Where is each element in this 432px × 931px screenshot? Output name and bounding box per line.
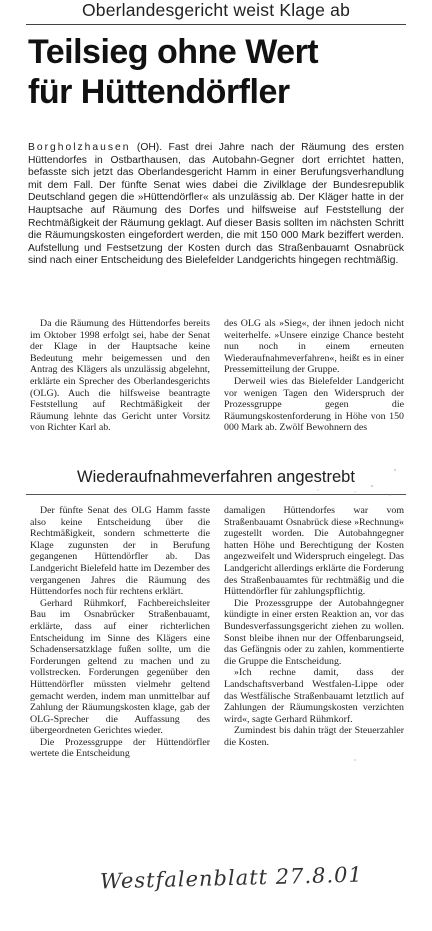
kicker: Oberlandesgericht weist Klage ab xyxy=(81,0,351,20)
subheadline: Wiederaufnahmeverfahren angestrebt xyxy=(77,468,355,486)
headline xyxy=(28,32,408,112)
dateline: Borgholzhausen xyxy=(28,142,131,153)
headline-line-2: für Hüttendörfler xyxy=(28,73,290,111)
lead-text: (OH). Fast drei Jahre nach der Räumung des ersten Hüttendorfes in Ostbarthausen, das Autobahn-Gegner dort errichtet hatten, befasste sich jetzt das Oberlandesgericht Hamm in einer Berufungsverhandlung mit dem Fall. Der fünfte Senat wies dabei die Zivilklage der Bundesrepublik Deutschland gegen die »Hüttendörfler« als unzulässig ab. Der Kläger hatte in der Hauptsache auf Räumung des Dorfes und hilfsweise auf Feststellung der Rechtmäßigkeit der Räumung geklagt. Auf dieser Basis sollten im nächsten Schritt die Räumungskosten eingefordert werden, die mit 150 000 Mark beziffert werden. Aufstellung und Festsetzung der Kosten durch das Straßenbauamt Osnabrück sind nach einer Entscheidung des Bielefelder Landgerichts hingegen rechtmäßig. xyxy=(28,142,404,267)
handwritten-source-note: Westfalenblatt 27.8.01 xyxy=(99,862,364,894)
paragraph: Zumindest bis dahin trägt der Steuerzahler die Kosten. xyxy=(224,725,404,748)
paragraph: Gerhard Rühmkorf, Fachbereichsleiter Bau im Osnabrücker Straßenbauamt, erklärte, dass auf einer richterlichen Entscheidung im Sinne des Klägers eine Schadensersatzklage fußen sollte, um die Forderungen geltend zu machen und zu vollstrecken. Forderungen gegenüber den Hüttendörfler müssten vielmehr geltend gemacht werden, indem man unmittelbar auf Zahlung der Räumungskosten klage, gab der OLG-Sprecher die Auffassung des übergeordneten Gerichtes wieder. xyxy=(30,597,210,737)
paragraph: damaligen Hüttendorfes war vom Straßenbauamt Osnabrück diese »Rechnung« zugestellt worden. Die Autobahngegner hatten Höhe und Berechtigung der Kosten angezweifelt und Widerspruch eingelegt. Das Landgericht allerdings erklärte die Forderung des Straßenbauamtes für rechtmäßig und die Hüttendörfler für zahlungspflichtig. xyxy=(224,505,404,598)
paragraph: Die Prozessgruppe der Autobahngegner kündigte in einer ersten Reaktion an, vor das Bundesverfassungsgericht ziehen zu wollen. Sonst bleibe ihnen nur der Offenbarungseid, das Gefängnis oder zu zahlen, kommentierte die Gruppe die Entscheidung. xyxy=(224,597,404,667)
paragraph: des OLG als »Sieg«, der ihnen jedoch nicht weiterhelfe. »Unsere einzige Chance besteht nun noch in einem erneuten Wiederaufnahmeverfahren«, heißt es in einer Pressemitteilung der Gruppe. xyxy=(224,318,404,376)
section1-column-right xyxy=(224,318,404,434)
paragraph: Da die Räumung des Hüttendorfes bereits im Oktober 1998 erfolgt sei, habe der Senat der Klage in der Hauptsache keine Bedeutung mehr beigemessen und den Antrag des Klägers als unzulässig abgelehnt, erklärte ein Sprecher des Oberlandesgerichts (OLG). Auch die hilfsweise beantragte Feststellung auf Rechtmäßigkeit der Räumung lehnte das Gericht unter Vorsitz von Richter Karl ab. xyxy=(30,318,210,434)
paragraph: Die Prozessgruppe der Hüttendörfler wertete die Entscheidung xyxy=(30,736,210,760)
paragraph: »Ich rechne damit, dass der Landschaftsverband Westfalen-Lippe oder das Westfälische Straßenbauamt letztlich auf Zahlungen der Räumungskosten verzichten wird«, sagte Gerhard Rühmkorf. xyxy=(224,667,404,725)
top-rule xyxy=(26,24,406,25)
section2-column-right xyxy=(224,505,404,748)
section2-column-left xyxy=(30,505,210,760)
headline-line-1: Teilsieg ohne Wert xyxy=(28,33,319,71)
lead-paragraph xyxy=(28,142,404,268)
paragraph: Der fünfte Senat des OLG Hamm fasste also keine Entscheidung über die Rechtmäßigkeit, sondern schmetterte die Klage zugunsten der in Berufung gegangenen Hüttendörfler ab. Das Landgericht Bielefeld hatte im Dezember des vergangenen Jahres die Räumung des Hüttendorfes noch für rechtens erklärt. xyxy=(30,505,210,598)
newspaper-clipping xyxy=(24,0,408,931)
section1-column-left xyxy=(30,318,210,434)
subheadline-rule xyxy=(26,494,406,495)
paragraph: Derweil wies das Bielefelder Landgericht vor wenigen Tagen den Widerspruch der Prozessgruppe gegen die Räumungskostenforderung in Höhe von 150 000 Mark ab. Zwölf Bewohnern des xyxy=(224,375,404,434)
